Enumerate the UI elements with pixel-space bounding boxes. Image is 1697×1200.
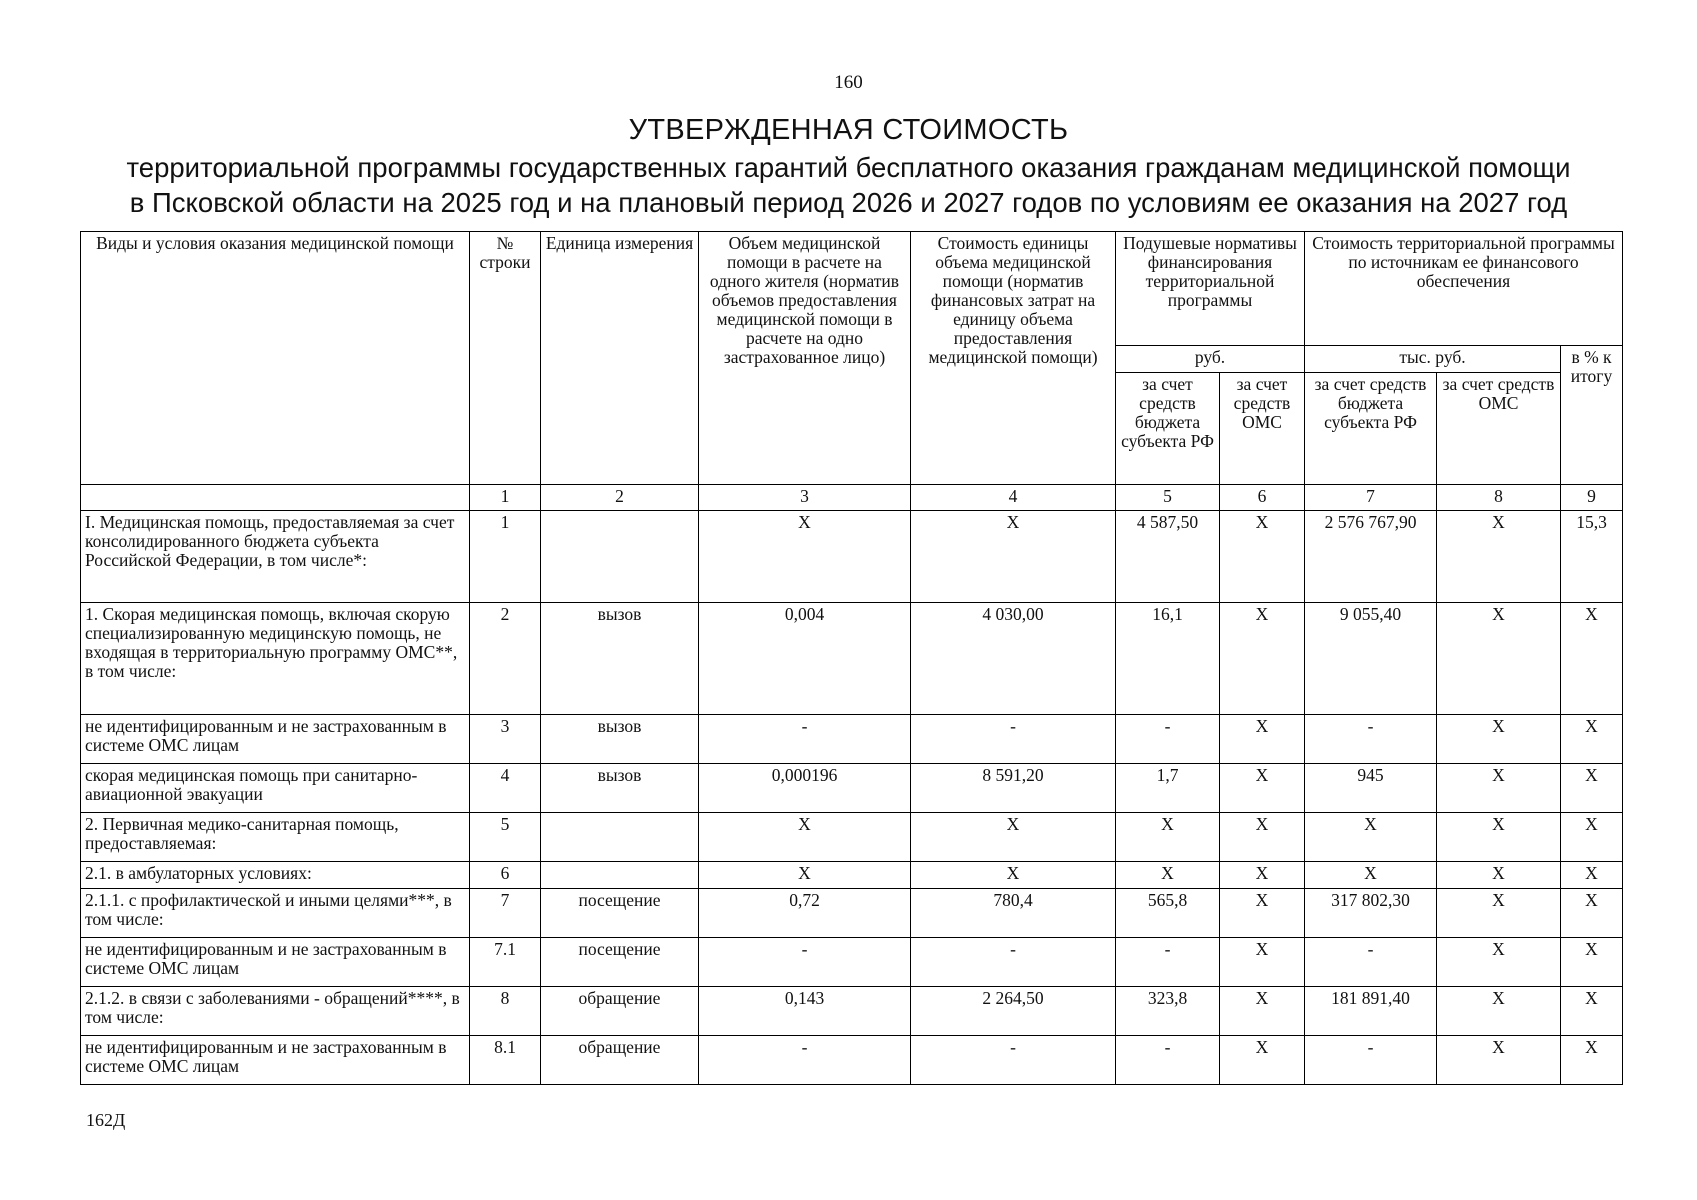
table-cell: 3: [470, 715, 541, 764]
row-label: 2.1. в амбулаторных условиях:: [81, 862, 470, 889]
table-cell: -: [1116, 715, 1220, 764]
table-cell: X: [1561, 715, 1623, 764]
row-label: 2.1.1. с профилактической и иными целями***, в том числе:: [81, 889, 470, 938]
table-cell: X: [699, 862, 911, 889]
table-cell: -: [1305, 938, 1437, 987]
table-cell: X: [1561, 1036, 1623, 1085]
document-subtitle-line-2: в Псковской области на 2025 год и на плановый период 2026 и 2027 годов по условиям ее оказания на 2027 год: [129, 187, 1568, 218]
row-label: 2. Первичная медико-санитарная помощь, предоставляемая:: [81, 813, 470, 862]
column-number: 7: [1305, 485, 1437, 511]
table-cell: вызов: [541, 715, 699, 764]
column-number: [81, 485, 470, 511]
column-number: 4: [911, 485, 1116, 511]
row-label: не идентифицированным и не застрахованным в системе ОМС лицам: [81, 1036, 470, 1085]
table-row: [81, 715, 1623, 764]
table-cell: 181 891,40: [1305, 987, 1437, 1036]
table-cell: 4 587,50: [1116, 511, 1220, 603]
table-cell: [541, 862, 699, 889]
column-number: 1: [470, 485, 541, 511]
table-cell: X: [1220, 1036, 1305, 1085]
table-cell: X: [1561, 987, 1623, 1036]
table-cell: [541, 813, 699, 862]
table-cell: 8: [470, 987, 541, 1036]
footer-code: 162Д: [86, 1110, 126, 1130]
table-cell: 565,8: [1116, 889, 1220, 938]
table-cell: X: [1437, 938, 1561, 987]
table-cell: 8.1: [470, 1036, 541, 1085]
column-number: 5: [1116, 485, 1220, 511]
table-row: [81, 938, 1623, 987]
table-cell: 5: [470, 813, 541, 862]
table-cell: X: [1437, 889, 1561, 938]
column-number: 2: [541, 485, 699, 511]
table-cell: 2 576 767,90: [1305, 511, 1437, 603]
table-cell: 4: [470, 764, 541, 813]
table-cell: 9 055,40: [1305, 603, 1437, 715]
column-number: 8: [1437, 485, 1561, 511]
table-cell: 4 030,00: [911, 603, 1116, 715]
table-row: [81, 813, 1623, 862]
header-rub: руб.: [1116, 346, 1305, 373]
table-cell: [541, 511, 699, 603]
table-cell: X: [1220, 938, 1305, 987]
header-thous-rub: тыс. руб.: [1305, 346, 1561, 373]
row-label: скорая медицинская помощь при санитарно-авиационной эвакуации: [81, 764, 470, 813]
table-cell: 0,004: [699, 603, 911, 715]
table-cell: X: [1437, 764, 1561, 813]
column-numbers-row: [81, 485, 1623, 511]
table-row: [81, 1036, 1623, 1085]
table-cell: X: [1561, 938, 1623, 987]
table-row: [81, 987, 1623, 1036]
table-cell: X: [1561, 603, 1623, 715]
table-cell: посещение: [541, 889, 699, 938]
table-cell: -: [1116, 1036, 1220, 1085]
table-cell: -: [1116, 938, 1220, 987]
table-cell: X: [699, 511, 911, 603]
table-row: [81, 764, 1623, 813]
table-cell: вызов: [541, 764, 699, 813]
table-cell: X: [1220, 862, 1305, 889]
table-cell: 0,000196: [699, 764, 911, 813]
table-cell: X: [911, 813, 1116, 862]
table-cell: -: [699, 938, 911, 987]
document-title: УТВЕРЖДЕННАЯ СТОИМОСТЬ: [628, 114, 1069, 146]
table-cell: X: [1437, 1036, 1561, 1085]
document-subtitle-line-1: территориальной программы государственных гарантий бесплатного оказания гражданам медицинской помощи: [126, 152, 1571, 183]
row-label: не идентифицированным и не застрахованным в системе ОМС лицам: [81, 715, 470, 764]
table-cell: 1,7: [1116, 764, 1220, 813]
cost-table: [80, 231, 1623, 1085]
column-number: 9: [1561, 485, 1623, 511]
table-cell: X: [911, 511, 1116, 603]
table-cell: X: [1437, 862, 1561, 889]
table-cell: X: [1220, 715, 1305, 764]
table-cell: X: [1116, 813, 1220, 862]
header-budget-rub: за счет средств бюджета субъекта РФ: [1116, 373, 1220, 485]
table-cell: 1: [470, 511, 541, 603]
column-number: 3: [699, 485, 911, 511]
header-unit: Единица измерения: [541, 232, 699, 485]
table-cell: 15,3: [1561, 511, 1623, 603]
page-number: 160: [834, 72, 863, 93]
table-cell: X: [1561, 764, 1623, 813]
table-cell: X: [1220, 987, 1305, 1036]
table-cell: X: [1437, 715, 1561, 764]
table-cell: обращение: [541, 1036, 699, 1085]
table-cell: -: [911, 938, 1116, 987]
header-volume: Объем медицинской помощи в расчете на одного жителя (норматив объемов предоставления медицинской помощи в расчете на одно застрахованное лицо): [699, 232, 911, 485]
table-cell: X: [1220, 764, 1305, 813]
table-cell: -: [911, 1036, 1116, 1085]
table-cell: -: [699, 1036, 911, 1085]
row-label: 2.1.2. в связи с заболеваниями - обращений****, в том числе:: [81, 987, 470, 1036]
row-label: 1. Скорая медицинская помощь, включая скорую специализированную медицинскую помощь, не входящая в территориальную программу ОМС**, в том числе:: [81, 603, 470, 715]
table-cell: X: [1220, 889, 1305, 938]
table-body: [81, 511, 1623, 1085]
table-row: [81, 603, 1623, 715]
table-cell: 780,4: [911, 889, 1116, 938]
table-cell: X: [1220, 511, 1305, 603]
table-cell: X: [1437, 511, 1561, 603]
table-cell: X: [1437, 603, 1561, 715]
table-cell: X: [1561, 889, 1623, 938]
table-cell: 2 264,50: [911, 987, 1116, 1036]
header-kind: Виды и условия оказания медицинской помощи: [81, 232, 470, 485]
table-cell: 16,1: [1116, 603, 1220, 715]
table-cell: X: [1220, 813, 1305, 862]
table-cell: -: [1305, 715, 1437, 764]
table-cell: -: [911, 715, 1116, 764]
table-cell: X: [1305, 813, 1437, 862]
table-cell: 8 591,20: [911, 764, 1116, 813]
table-cell: 945: [1305, 764, 1437, 813]
header-budget-thous: за счет средств бюджета субъекта РФ: [1305, 373, 1437, 485]
table-cell: 0,72: [699, 889, 911, 938]
table-cell: X: [911, 862, 1116, 889]
table-cell: 7.1: [470, 938, 541, 987]
table-cell: X: [1561, 813, 1623, 862]
row-label: не идентифицированным и не застрахованным в системе ОМС лицам: [81, 938, 470, 987]
table-cell: 2: [470, 603, 541, 715]
row-label: I. Медицинская помощь, предоставляемая за счет консолидированного бюджета субъекта Российской Федерации, в том числе*:: [81, 511, 470, 603]
table-cell: X: [1561, 862, 1623, 889]
header-program-cost: Стоимость территориальной программы по источникам ее финансового обеспечения: [1305, 232, 1623, 346]
table-cell: посещение: [541, 938, 699, 987]
table-row: [81, 511, 1623, 603]
table-cell: -: [1305, 1036, 1437, 1085]
header-row-no: № строки: [470, 232, 541, 485]
table-cell: X: [1116, 862, 1220, 889]
table-cell: вызов: [541, 603, 699, 715]
table-cell: X: [1220, 603, 1305, 715]
table-cell: 317 802,30: [1305, 889, 1437, 938]
table-cell: X: [699, 813, 911, 862]
table-cell: 0,143: [699, 987, 911, 1036]
table-cell: 7: [470, 889, 541, 938]
table-cell: 323,8: [1116, 987, 1220, 1036]
table-cell: X: [1437, 987, 1561, 1036]
header-oms-rub: за счет средств ОМС: [1220, 373, 1305, 485]
table-cell: X: [1305, 862, 1437, 889]
table-cell: -: [699, 715, 911, 764]
header-percent: в % к итогу: [1561, 346, 1623, 485]
header-per-capita: Подушевые нормативы финансирования территориальной программы: [1116, 232, 1305, 346]
table-cell: обращение: [541, 987, 699, 1036]
table-cell: 6: [470, 862, 541, 889]
column-number: 6: [1220, 485, 1305, 511]
header-oms-thous: за счет средств ОМС: [1437, 373, 1561, 485]
table-row: [81, 889, 1623, 938]
header-cost-unit: Стоимость единицы объема медицинской помощи (норматив финансовых затрат на единицу объема предоставления медицинской помощи): [911, 232, 1116, 485]
table-row: [81, 862, 1623, 889]
table-cell: X: [1437, 813, 1561, 862]
